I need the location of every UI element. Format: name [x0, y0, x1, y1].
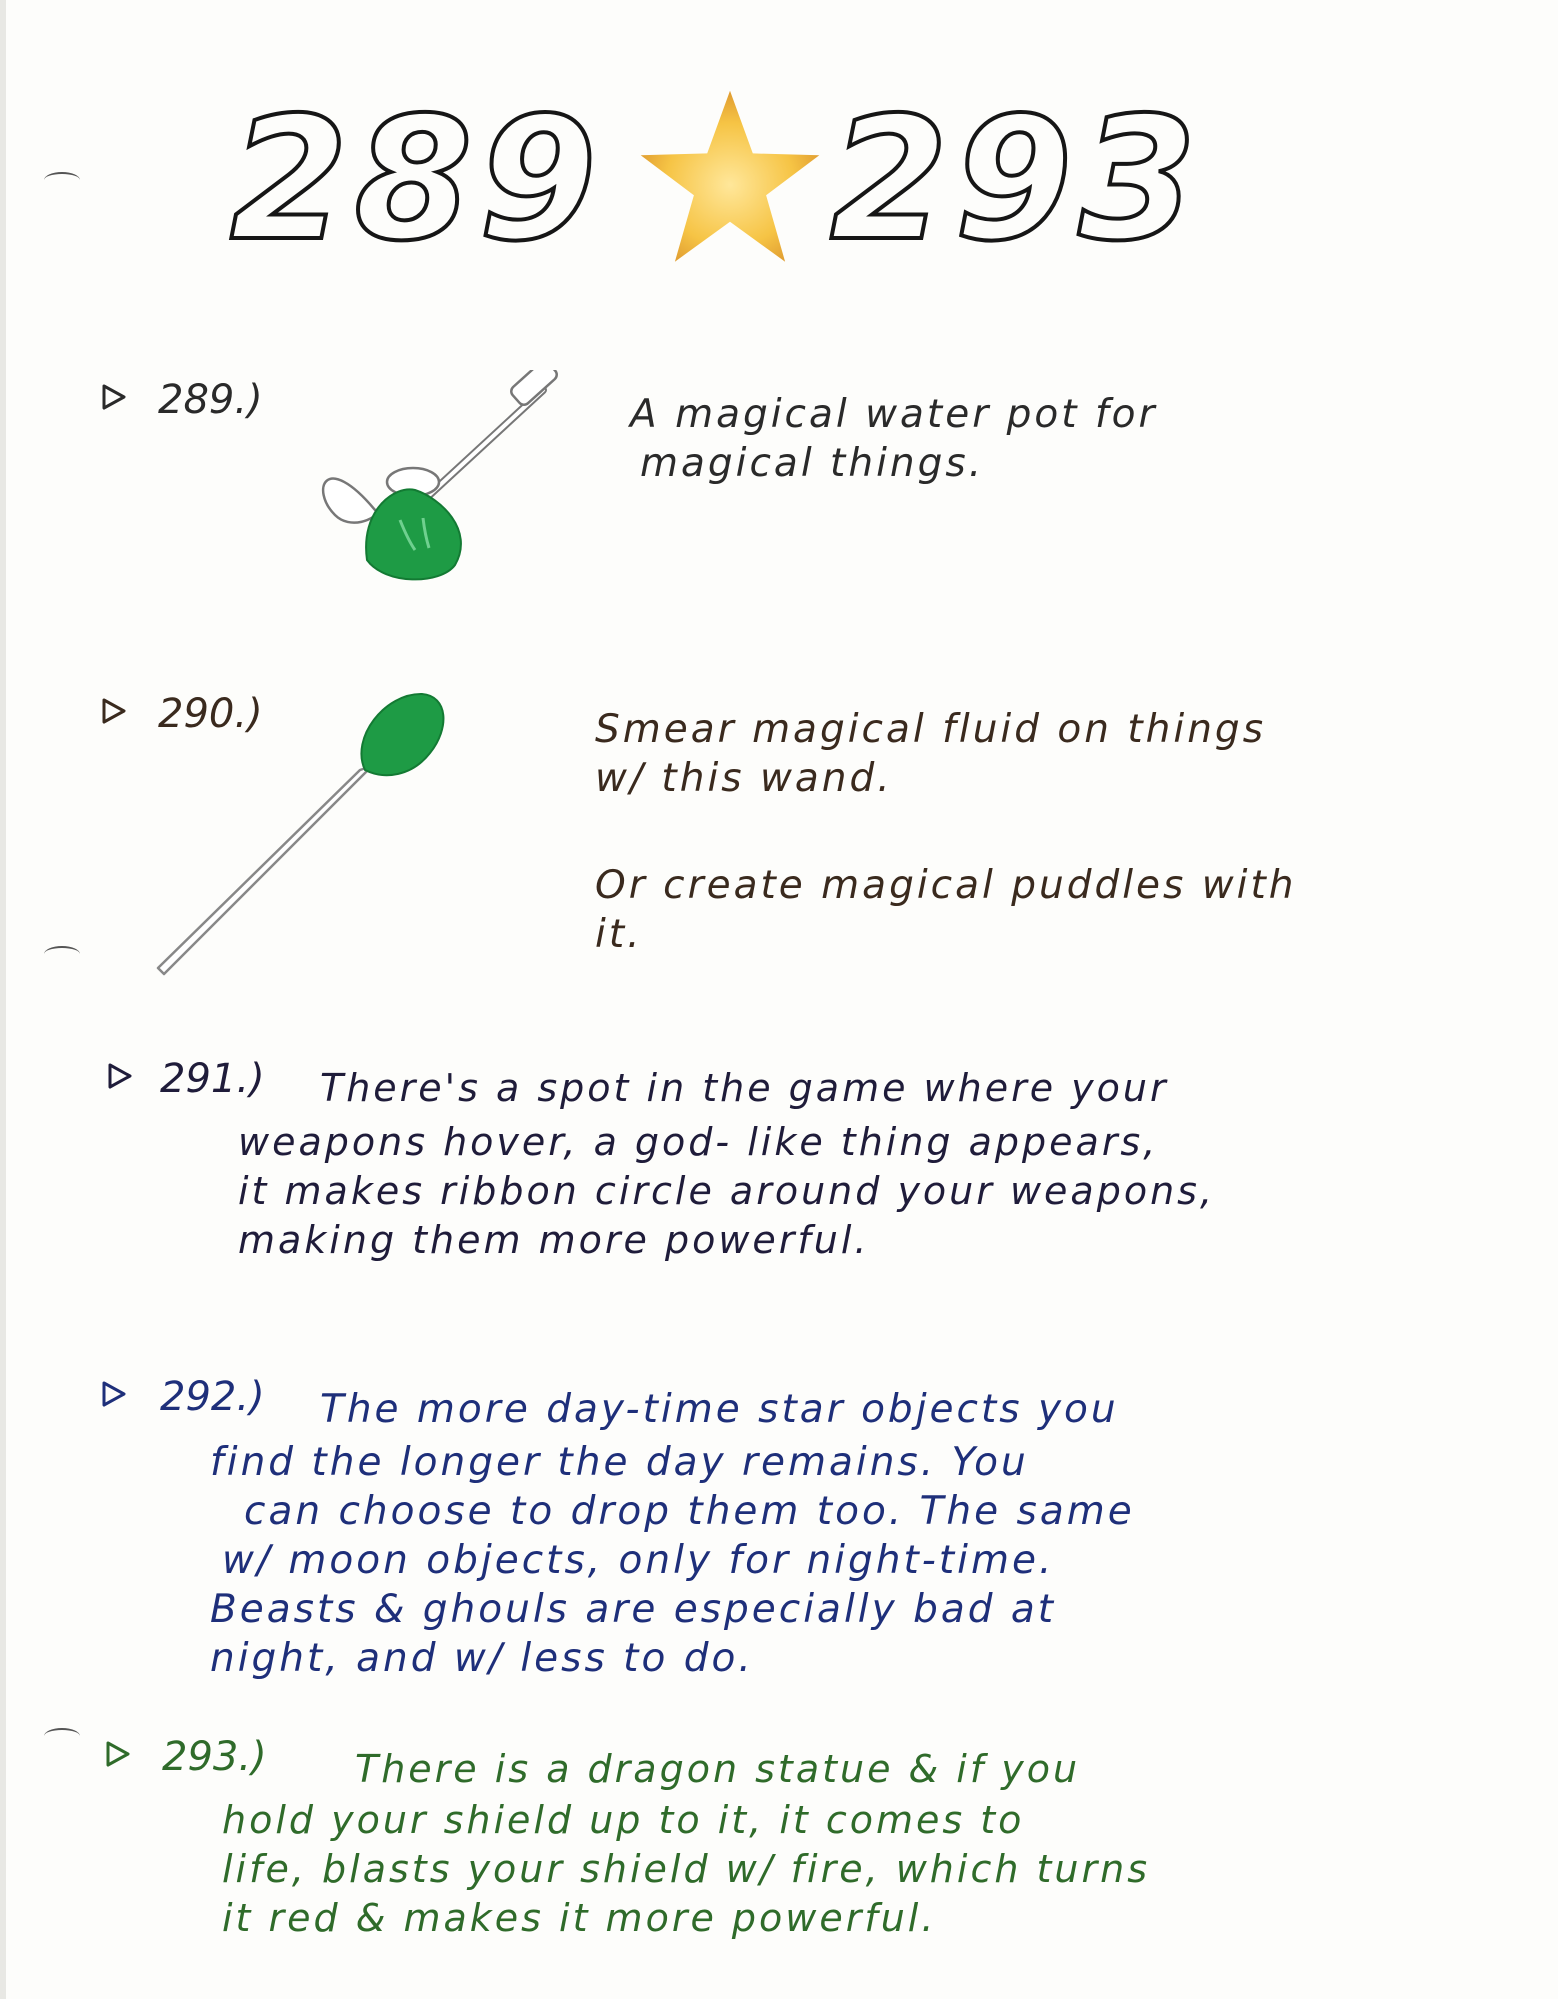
page-left-edge	[0, 0, 6, 1999]
note-line: w/ this wand.	[595, 756, 893, 801]
binder-hole-mark	[44, 172, 80, 188]
note-line: can choose to drop them too. The same	[244, 1489, 1135, 1534]
entry-293-number: 293.)	[162, 1734, 267, 1780]
triangle-right-icon	[100, 1380, 128, 1408]
entry-291-description	[238, 1118, 1215, 1265]
magical-water-pot-icon	[305, 370, 575, 590]
triangle-right-icon	[100, 383, 128, 411]
entry-291-first-line: There's a spot in the game where your	[320, 1066, 1169, 1110]
magical-wand-icon	[150, 688, 480, 988]
entry-289-number: 289.)	[158, 377, 263, 423]
star-icon	[635, 85, 825, 275]
note-line: making them more powerful.	[238, 1218, 870, 1262]
note-line: Or create magical puddles with	[595, 863, 1297, 908]
title-start-number: 289	[230, 81, 603, 279]
note-line: magical things.	[640, 441, 985, 486]
note-line: A magical water pot for	[630, 392, 1158, 437]
triangle-right-icon	[104, 1740, 132, 1768]
entry-290-description	[595, 705, 1297, 959]
entry-293-description	[222, 1796, 1150, 1943]
binder-hole-mark	[44, 946, 80, 962]
binder-hole-mark	[44, 1728, 80, 1744]
note-line: it red & makes it more powerful.	[222, 1896, 937, 1940]
note-line: night, and w/ less to do.	[210, 1636, 754, 1681]
note-line: life, blasts your shield w/ fire, which turns	[222, 1847, 1150, 1891]
entry-292-first-line: The more day-time star objects you	[320, 1387, 1119, 1432]
entry-291-number: 291.)	[160, 1056, 265, 1102]
note-line: w/ moon objects, only for night-time.	[222, 1538, 1055, 1583]
entry-293-first-line: There is a dragon statue & if you	[355, 1747, 1081, 1791]
entry-289-description	[630, 390, 1158, 488]
entry-292-description	[210, 1438, 1135, 1683]
page-title	[190, 80, 1340, 280]
note-line: find the longer the day remains. You	[210, 1440, 1029, 1485]
triangle-right-icon	[106, 1062, 134, 1090]
note-line: Smear magical fluid on things	[595, 707, 1267, 752]
triangle-right-icon	[100, 697, 128, 725]
entry-290-number: 290.)	[158, 691, 263, 737]
note-line: hold your shield up to it, it comes to	[222, 1798, 1025, 1842]
note-line: Beasts & ghouls are especially bad at	[210, 1587, 1057, 1632]
note-line: it makes ribbon circle around your weapons,	[238, 1169, 1216, 1213]
note-line: weapons hover, a god- like thing appears,	[238, 1120, 1159, 1164]
entry-292-number: 292.)	[160, 1374, 265, 1420]
title-end-number: 293	[830, 81, 1203, 279]
note-line: it.	[595, 912, 643, 957]
